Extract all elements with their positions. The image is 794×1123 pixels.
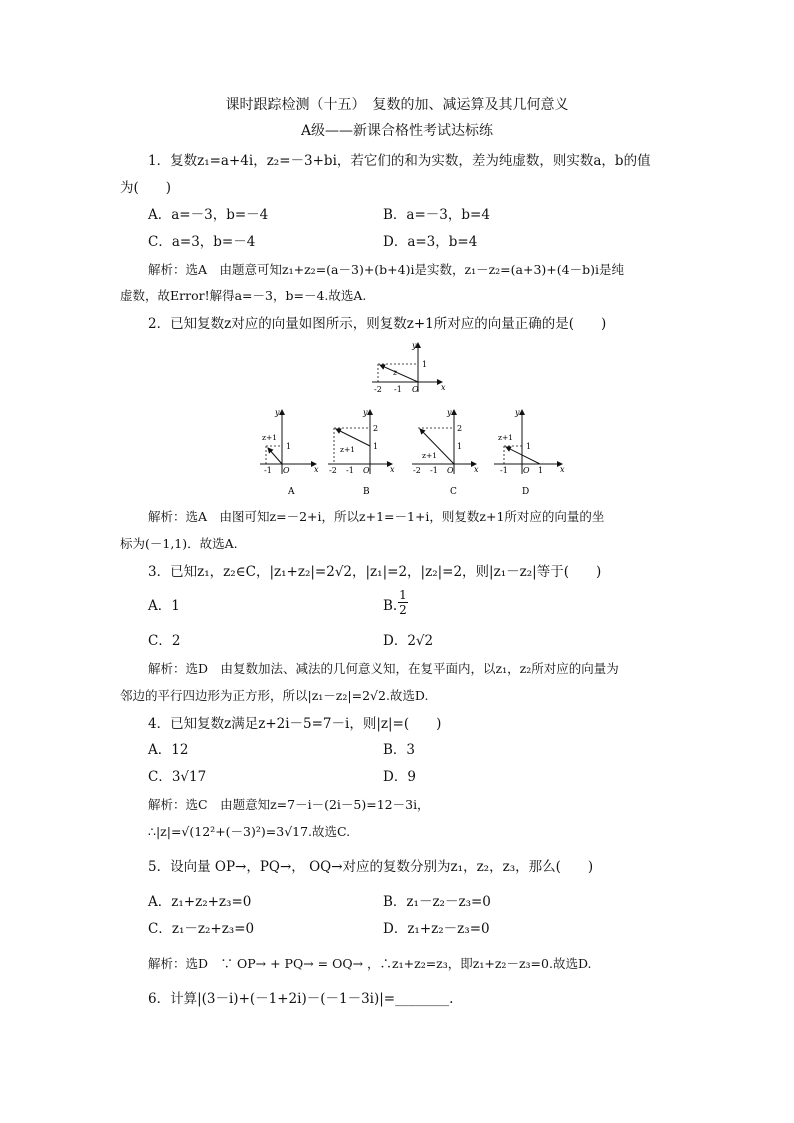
q1-stem-line1: 1．复数z₁=a+4i，z₂=－3+bi，若它们的和为实数，差为纯虚数，则实数a，b的值 [148,153,651,169]
choice-d-label: D [522,487,530,496]
x-label: x [314,465,319,474]
q1-stem-line2: 为( ) [120,180,172,196]
tick-2: 2 [457,424,463,433]
origin-label: O [523,466,530,475]
x-label: x [390,465,395,474]
tick-neg1: -1 [430,466,438,475]
tick-neg2: -2 [329,466,337,475]
origin-label: O [283,466,290,475]
z-plus-1-label: z+1 [340,445,356,454]
q2-solution-line1: 解析：选A 由图可知z=－2+i，所以z+1=－1+i，则复数z+1所对应的向量的坐 [148,509,605,524]
q2-choice-d-figure [492,406,568,496]
page-title: 课时跟踪检测（十五） 复数的加、减运算及其几何意义 [225,97,569,113]
q5-solution: 解析：选D ∵ OP→ + PQ→ = OQ→ ，∴z₁+z₂=z₃，即z₁+z₂－z₃=0.故选D. [148,956,592,971]
tick-1: 1 [457,442,463,451]
q5-stem: 5．设向量 OP→，PQ→， OQ→对应的复数分别为z₁，z₂，z₃，那么( ) [148,859,594,875]
z-plus-1-label: z+1 [262,433,278,442]
y-label: y [412,341,417,350]
tick-2: 2 [373,424,379,433]
tick-1: 1 [422,360,428,369]
vector-z-plus-1 [506,447,540,464]
q1-option-c: C．a=3，b=－4 [148,234,256,250]
tick-1: 1 [526,442,532,451]
z-label: z [393,368,398,377]
y-label: y [515,408,520,417]
choice-a-label: A [288,487,295,496]
q3-option-d: D．2√2 [383,633,434,649]
q1-option-a: A．a=－3，b=－4 [148,207,269,223]
q5-option-b: B．z₁－z₂－z₃=0 [383,894,491,910]
q3-option-b-prefix: B. [383,598,398,614]
q3-option-a: A．1 [148,598,180,614]
q4-option-b: B．3 [383,742,416,758]
q3-option-c: C．2 [148,633,181,649]
choice-c-label: C [450,487,457,496]
q2-vector-z-figure [370,340,450,396]
tick-neg1: -1 [394,385,402,394]
z-plus-1-label: z+1 [422,451,438,460]
q2-stem: 2．已知复数z对应的向量如图所示，则复数z+1所对应的向量正确的是( ) [148,316,607,332]
y-label: y [447,408,452,417]
q4-option-c: C．3√17 [148,769,207,785]
y-label: y [275,408,280,417]
tick-neg1: -1 [346,466,354,475]
tick-neg2: -2 [413,466,421,475]
q5-option-d: D．z₁+z₂－z₃=0 [383,921,490,937]
fraction-denominator: 2 [399,603,407,617]
q4-option-d: D．9 [383,769,416,785]
q3-solution-line2: 邻边的平行四边形为正方形，所以|z₁－z₂|=2√2.故选D. [120,688,429,703]
q5-option-a: A．z₁+z₂+z₃=0 [148,894,252,910]
q1-option-d: D．a=3，b=4 [383,234,478,250]
tick-neg1: -1 [264,466,272,475]
vector-z-plus-1 [336,429,370,446]
origin-label: O [447,466,454,475]
tick-neg1: -1 [500,466,508,475]
q4-stem: 4．已知复数z满足z+2i－5=7－i，则|z|=( ) [148,716,442,732]
choice-b-label: B [363,487,370,496]
tick-1: 1 [286,442,292,451]
q2-choice-a-figure [258,406,324,496]
q4-solution-line2: ∴|z|=√(12²+(－3)²)=3√17.故选C. [148,824,351,839]
fraction-numerator: 1 [399,588,407,602]
q1-solution-line2: 虚数，故Error!解得a=－3，b=－4.故选A. [120,288,367,303]
q3-stem: 3．已知z₁，z₂∈C，|z₁+z₂|=2√2，|z₁|=2，|z₂|=2，则|z₁－z₂|等于( ) [148,564,602,580]
vector-z-plus-1 [268,448,282,464]
q2-choice-c-figure [410,406,482,496]
x-label: x [474,465,479,474]
origin-label: O [363,466,370,475]
section-level: A级——新课合格性考试达标练 [300,123,494,139]
q3-solution-line1: 解析：选D 由复数加法、减法的几何意义知，在复平面内，以z₁，z₂所对应的向量为 [148,661,619,676]
tick-1-x: 1 [538,466,544,475]
q2-solution-line2: 标为(－1,1)．故选A. [120,536,238,551]
x-label: x [441,383,446,392]
q5-option-c: C．z₁－z₂+z₃=0 [148,921,255,937]
q2-choice-b-figure [326,406,398,496]
q6-stem: 6．计算|(3－i)+(－1+2i)－(－1－3i)|=________. [148,991,454,1007]
q4-option-a: A．12 [148,742,189,758]
q4-solution-line1: 解析：选C 由题意知z=7－i－(2i－5)=12－3i， [148,797,430,812]
tick-1: 1 [373,442,379,451]
origin-label: O [412,385,419,394]
x-label: x [560,465,565,474]
q1-option-b: B．a=－3，b=4 [383,207,490,223]
y-label: y [363,408,368,417]
z-plus-1-label: z+1 [498,433,514,442]
q3-option-b-fraction [398,588,408,617]
q1-solution-line1: 解析：选A 由题意可知z₁+z₂=(a－3)+(b+4)i是实数，z₁－z₂=(a+3)+(4－b)i是纯 [148,262,624,277]
tick-neg2: -2 [374,385,382,394]
vector-z [380,365,418,382]
